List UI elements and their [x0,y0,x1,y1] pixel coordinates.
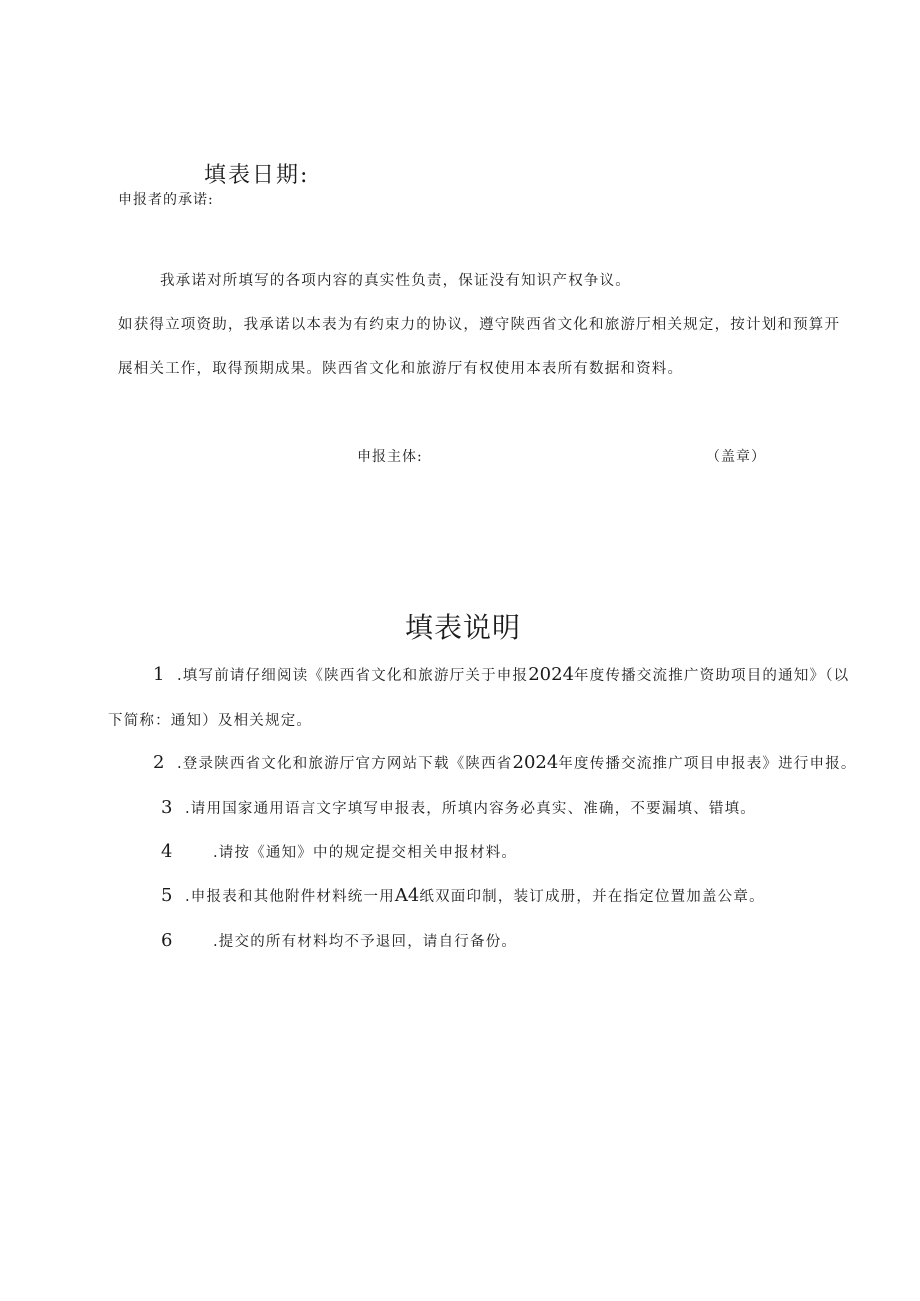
pledge-text-line-3: 展相关工作，取得预期成果。陕西省文化和旅游厅有权使用本表所有数据和资料。 [118,361,684,377]
item-text: .登录陕西省文化和旅游厅官方网站下载《陕西省 [177,756,513,772]
seal-label: （盖章） [706,449,766,465]
item-text: .填写前请仔细阅读《陕西省文化和旅游厅关于申报 [177,668,529,684]
item-year: 2024 [512,752,559,773]
item-text: .请用国家通用语言文字填写申报表，所填内容务必真实、准确，不要漏填、错填。 [185,801,757,817]
item-number: 6 [161,930,173,951]
item-number: 2 [153,752,165,773]
item-text: 年度传播交流推广项目申报表》进行申报。 [558,756,857,772]
instruction-item-5 [161,885,765,906]
instruction-item-1-continuation: 下简称：通知）及相关规定。 [108,713,313,729]
item-number: 3 [161,797,173,818]
item-text: 纸双面印制，装订成册，并在指定位置加盖公章。 [419,889,765,905]
pledge-label: 申报者的承诺: [118,192,214,208]
pledge-text-line-2: 如获得立项资助，我承诺以本表为有约束力的协议，遵守陕西省文化和旅游厅相关规定，按计划和预算开 [118,317,841,333]
item-text: .提交的所有材料均不予退回，请自行备份。 [213,934,518,950]
item-number: 1 [153,664,165,685]
instructions-title: 填表说明 [405,611,522,644]
applicant-label: 申报主体: [357,449,423,465]
instruction-item-2 [153,752,857,773]
item-text: .申报表和其他附件材料统一用 [185,889,395,905]
instruction-item-1 [153,664,849,685]
item-text: 年度传播交流推广资助项目的通知》（以 [574,668,850,684]
item-year: 2024 [528,664,575,685]
pledge-text-line-1: 我承诺对所填写的各项内容的真实性负责，保证没有知识产权争议。 [160,273,631,289]
fill-date-label: 填表日期: [204,163,310,188]
item-number: 5 [161,885,173,906]
item-text: .请按《通知》中的规定提交相关申报材料。 [213,845,518,861]
item-paper-size: A4 [394,885,420,906]
instruction-item-3 [161,797,756,818]
instruction-item-4 [161,841,517,862]
instruction-item-6 [161,930,517,951]
item-number: 4 [161,841,173,862]
